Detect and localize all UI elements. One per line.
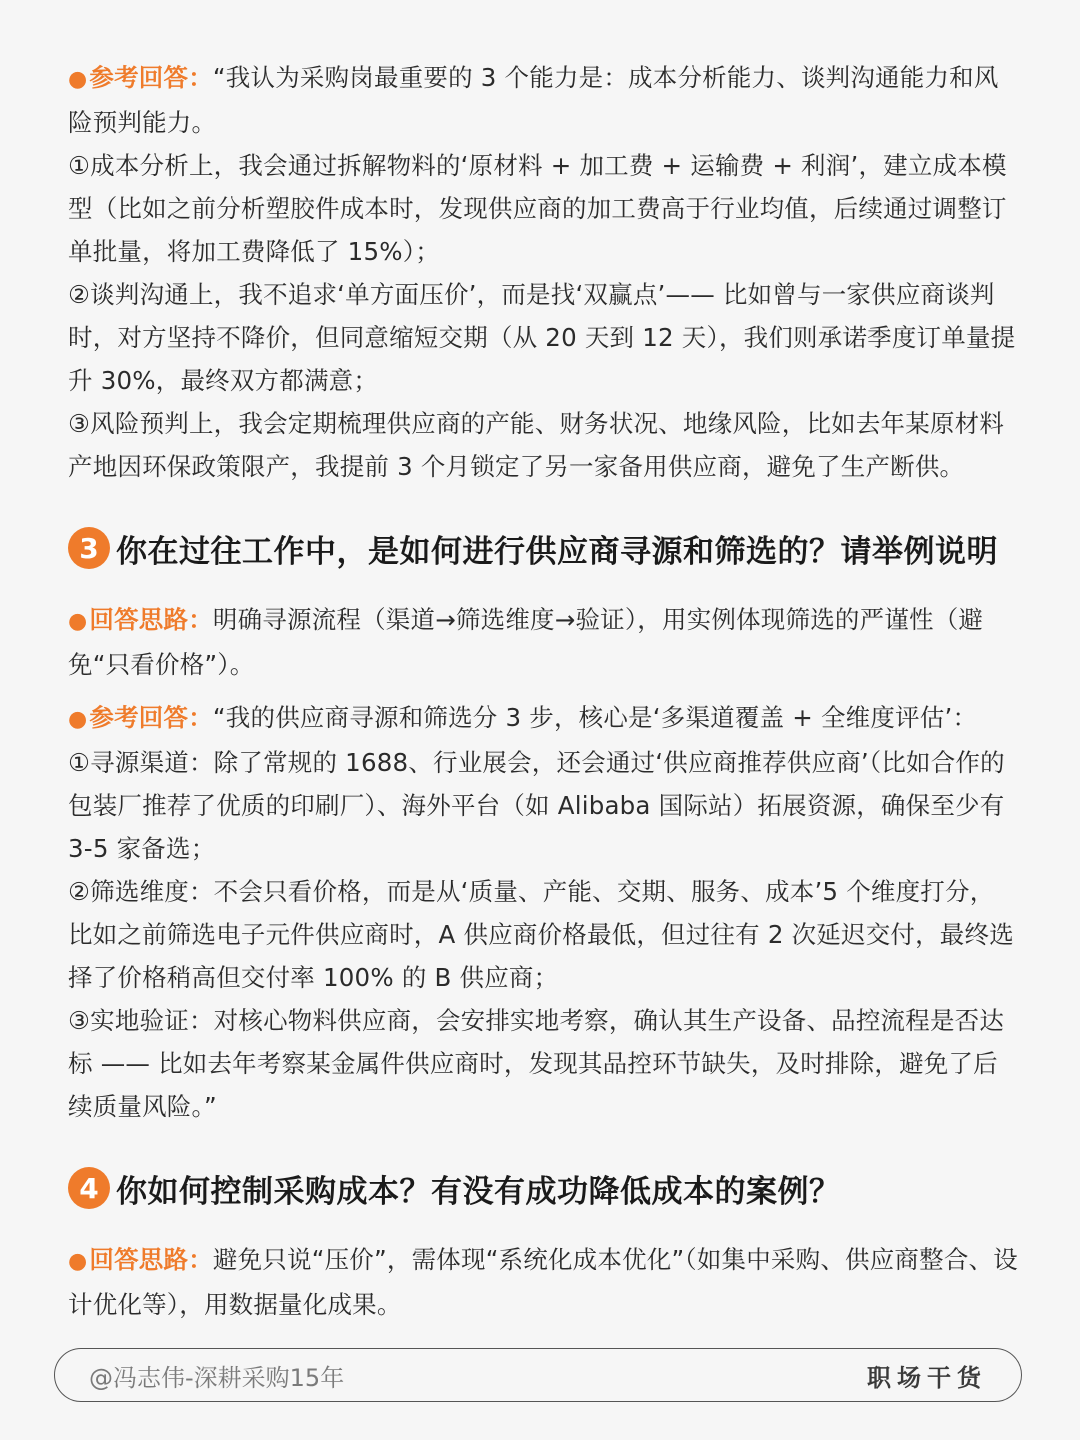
q4-thinking [68,1238,1018,1326]
q3-title: 你在过往工作中，是如何进行供应商寻源和筛选的？请举例说明 [116,533,998,570]
bullet-dot-icon: ● [68,707,88,732]
bullet-dot-icon: ● [68,67,88,92]
q3-reference-answer [68,696,1018,1128]
q4-heading [68,1158,1018,1218]
category-tag: 职场干货 [867,1363,987,1392]
q2-answer-line: ②谈判沟通上，我不追求‘单方面压价’，而是找‘双赢点’—— 比如曾与一家供应商谈判时，对方坚持不降价，但同意缩短交期（从 20 天到 12 天），我们则承诺季度订单量提升 30%，最终双方都满意； [68,280,1016,395]
q2-answer-label: 参考回答： [89,63,213,92]
q4-number-badge: 4 [68,1167,110,1209]
q2-answer-line: ①成本分析上，我会通过拆解物料的‘原材料 + 加工费 + 运输费 + 利润’，建立成本模型（比如之前分析塑胶件成本时，发现供应商的加工费高于行业均值，后续通过调整订单批量，将加工费降低了 15%）； [68,151,1007,266]
q2-reference-answer [68,56,1018,488]
q3-answer-intro [68,696,1018,741]
q4-title: 你如何控制采购成本？有没有成功降低成本的案例？ [116,1173,841,1210]
q3-thinking [68,598,1018,686]
article-content [68,56,1018,1336]
q3-answer-line: ②筛选维度：不会只看价格，而是从‘质量、产能、交期、服务、成本’5 个维度打分，比如之前筛选电子元件供应商时，A 供应商价格最低，但过往有 2 次延迟交付，最终选择了价格稍高但交付率 100% 的 B 供应商； [68,877,1014,992]
q4-think-text: 避免只说“压价”，需体现“系统化成本优化”（如集中采购、供应商整合、设计优化等），用数据量化成果。 [68,1245,1018,1319]
q2-answer-intro [68,56,1018,144]
q3-answer-line: ①寻源渠道：除了常规的 1688、行业展会，还会通过‘供应商推荐供应商’（比如合作的包装厂推荐了优质的印刷厂）、海外平台（如 Alibaba 国际站）拓展资源，确保至少有 3-5 家备选； [68,748,1005,863]
q3-heading [68,518,1018,578]
q2-answer-line: “我认为采购岗最重要的 3 个能力是：成本分析能力、谈判沟通能力和风险预判能力。 [68,63,999,137]
q3-answer-line: ③实地验证：对核心物料供应商，会安排实地考察，确认其生产设备、品控流程是否达标 —— 比如去年考察某金属件供应商时，发现其品控环节缺失，及时排除，避免了后续质量风险。” [68,1006,1005,1121]
bullet-dot-icon: ● [68,609,88,634]
q4-think-label: 回答思路： [89,1245,213,1274]
q3-think-label: 回答思路： [89,605,213,634]
q3-answer-line: “我的供应商寻源和筛选分 3 步，核心是‘多渠道覆盖 + 全维度评估’： [212,703,978,732]
bullet-dot-icon: ● [68,1249,88,1274]
q3-answer-label: 参考回答： [89,703,213,732]
q4-think-paragraph [68,1238,1018,1326]
q3-think-paragraph [68,598,1018,686]
footer-bar [54,1348,1022,1402]
author-handle[interactable]: @冯志伟-深耕采购15年 [89,1363,345,1392]
q3-think-text: 明确寻源流程（渠道→筛选维度→验证），用实例体现筛选的严谨性（避免“只看价格”）。 [68,605,984,679]
q3-number-badge: 3 [68,527,110,569]
q2-answer-line: ③风险预判上，我会定期梳理供应商的产能、财务状况、地缘风险，比如去年某原材料产地因环保政策限产，我提前 3 个月锁定了另一家备用供应商，避免了生产断供。 [68,409,1005,481]
